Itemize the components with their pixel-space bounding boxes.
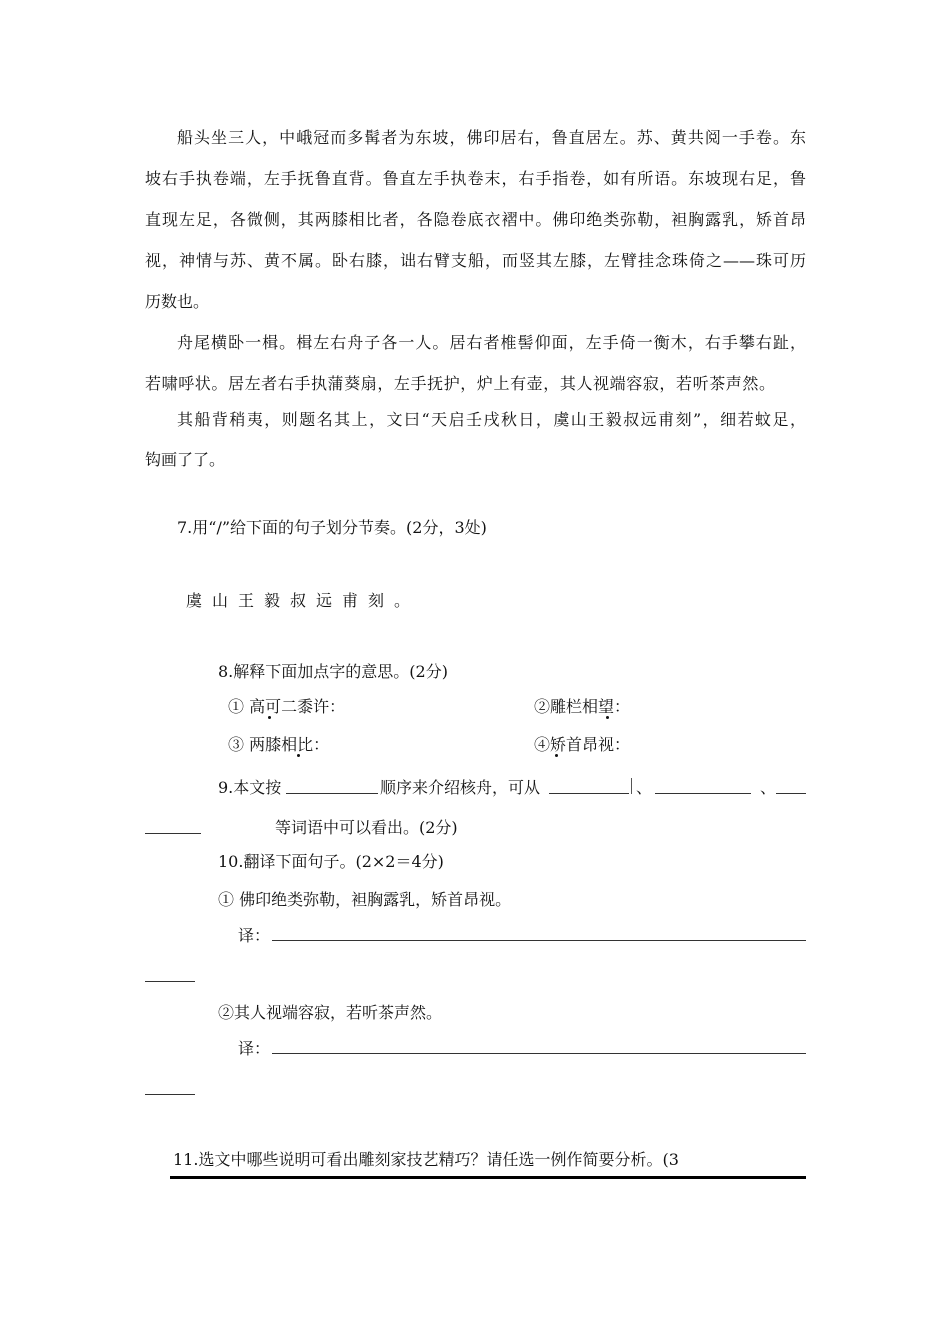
passage-line: 钩画了了。 xyxy=(145,450,226,469)
question-11-prompt: 11.选文中哪些说明可看出雕刻家技艺精巧？请任选一例作简要分析。(3 xyxy=(173,1150,679,1169)
question-8-item-3: ③ 两膝相比： xyxy=(228,735,330,754)
question-9-label: 9.本文按 xyxy=(218,778,282,797)
text-cursor xyxy=(631,778,632,794)
translation-line-1-cont[interactable] xyxy=(145,981,195,982)
translation-label: 译： xyxy=(238,926,271,945)
question-9-blank-3[interactable] xyxy=(655,793,751,794)
emphasis-dot xyxy=(555,754,558,757)
passage-line: 视，神情与苏、黄不属。卧右膝，诎右臂支船，而竖其左膝，左臂挂念珠倚之——珠可历 xyxy=(145,251,806,270)
question-10-sentence-1: ① 佛印绝类弥勒，袒胸露乳，矫首昂视。 xyxy=(218,890,512,909)
question-9-text-end: 等词语中可以看出。(2分) xyxy=(275,818,458,837)
passage-line: 船头坐三人，中峨冠而多髯者为东坡，佛印居右，鲁直居左。苏、黄共阅一手卷。东 xyxy=(177,128,806,147)
translation-line-2-cont[interactable] xyxy=(145,1094,195,1095)
passage-line: 其船背稍夷，则题名其上，文曰“天启壬戌秋日，虞山王毅叔远甫刻”，细若蚊足， xyxy=(177,410,806,429)
question-9-separator: 、 xyxy=(636,778,653,797)
question-8-item-2: ②雕栏相望： xyxy=(534,697,631,716)
passage-line: 直现左足，各微侧，其两膝相比者，各隐卷底衣褶中。佛印绝类弥勒，袒胸露乳，矫首昂 xyxy=(145,210,806,229)
translation-line-1[interactable] xyxy=(272,940,806,941)
question-8-answer-1[interactable] xyxy=(345,716,495,717)
translation-label: 译： xyxy=(238,1039,271,1058)
question-9-blank-4-cont[interactable] xyxy=(145,833,201,834)
passage-line: 若啸呼状。居左者右手执蒲葵扇，左手抚护，炉上有壶，其人视端容寂，若听茶声然。 xyxy=(145,374,775,393)
question-9-text: 顺序来介绍核舟，可从 xyxy=(380,778,541,797)
question-9-blank-1[interactable] xyxy=(286,793,378,794)
emphasis-dot xyxy=(606,716,609,719)
question-9-separator: 、 xyxy=(760,778,777,797)
question-9-blank-4[interactable] xyxy=(776,793,806,794)
question-9-blank-2[interactable] xyxy=(549,793,629,794)
passage-line: 舟尾横卧一楫。楫左右舟子各一人。居右者椎髻仰面，左手倚一衡木，右手攀右趾， xyxy=(177,333,806,352)
translation-line-2[interactable] xyxy=(272,1053,806,1054)
emphasis-dot xyxy=(297,754,300,757)
question-8-prompt: 8.解释下面加点字的意思。(2分) xyxy=(218,662,448,681)
passage-line: 历数也。 xyxy=(145,292,210,311)
question-10-sentence-2: ②其人视端容寂，若听茶声然。 xyxy=(218,1003,443,1022)
answer-rule xyxy=(170,1176,806,1179)
question-8-item-4: ④矫首昂视： xyxy=(534,735,631,754)
question-10-prompt: 10.翻译下面句子。(2×2＝4分) xyxy=(218,852,444,871)
question-7-prompt: 7.用“/”给下面的句子划分节奏。(2分，3处) xyxy=(177,518,487,537)
question-8-item-1: ① 高可二黍许： xyxy=(228,697,346,716)
emphasis-dot xyxy=(268,716,271,719)
question-7-sentence[interactable]: 虞山王毅叔远甫刻。 xyxy=(186,591,421,610)
passage-line: 坡右手执卷端，左手抚鲁直背。鲁直左手执卷末，右手指卷，如有所语。东坡现右足，鲁 xyxy=(145,169,806,188)
